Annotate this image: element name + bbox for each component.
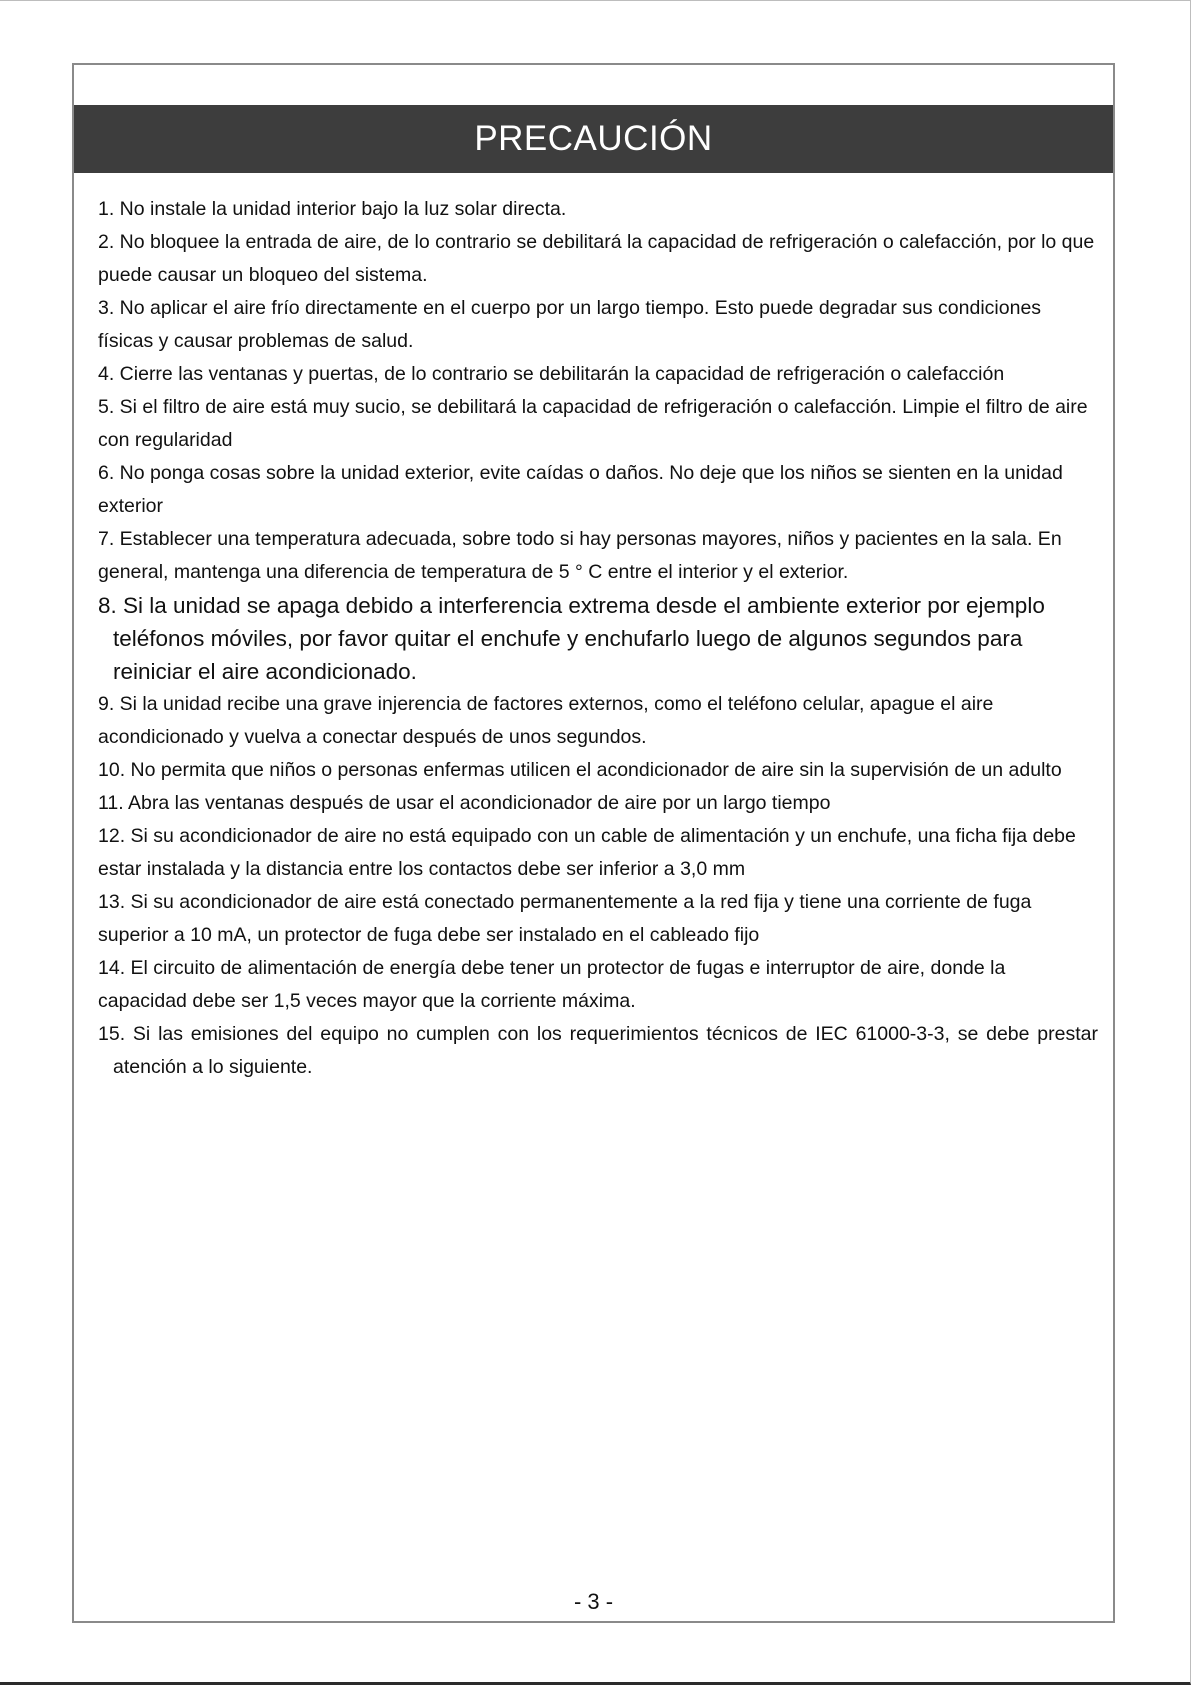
page-number: - 3 - <box>573 1589 614 1614</box>
list-item: 11. Abra las ventanas después de usar el acondicionador de aire por un largo tiempo <box>98 792 831 814</box>
list-item: 4. Cierre las ventanas y puertas, de lo contrario se debilitarán la capacidad de refrigeración o calefacción <box>98 363 1005 385</box>
list-item: 15. Si las emisiones del equipo no cumplen con los requerimientos técnicos de IEC 61000-3-3, se debe prestar atención a lo siguiente. <box>98 1023 1098 1078</box>
list-item: 1. No instale la unidad interior bajo la luz solar directa. <box>98 198 567 220</box>
page-title: PRECAUCIÓN <box>74 105 1113 173</box>
list-item: 14. El circuito de alimentación de energía debe tener un protector de fugas e interruptor de aire, donde la capacidad debe ser 1,5 veces mayor que la corriente máxima. <box>98 957 1006 1012</box>
precaution-list <box>98 193 1098 1084</box>
content-frame <box>72 63 1115 1623</box>
list-item: 9. Si la unidad recibe una grave injerencia de factores externos, como el teléfono celular, apague el aire acondicionado y vuelva a conectar después de unos segundos. <box>98 693 994 748</box>
list-item: 2. No bloquee la entrada de aire, de lo contrario se debilitará la capacidad de refrigeración o calefacción, por lo que puede causar un bloqueo del sistema. <box>98 231 1095 286</box>
list-item: 3. No aplicar el aire frío directamente en el cuerpo por un largo tiempo. Esto puede degradar sus condiciones físicas y causar problemas de salud. <box>98 297 1042 352</box>
list-item: 6. No ponga cosas sobre la unidad exterior, evite caídas o daños. No deje que los niños se sienten en la unidad exterior <box>98 462 1063 517</box>
list-item: 12. Si su acondicionador de aire no está equipado con un cable de alimentación y un enchufe, una ficha fija debe estar instalada y la distancia entre los contactos debe ser inferior a 3,0 mm <box>98 825 1076 880</box>
list-item: 5. Si el filtro de aire está muy sucio, se debilitará la capacidad de refrigeración o calefacción. Limpie el filtro de aire con regularidad <box>98 396 1088 451</box>
list-item: 10. No permita que niños o personas enfermas utilicen el acondicionador de aire sin la supervisión de un adulto <box>98 759 1062 781</box>
list-item: 13. Si su acondicionador de aire está conectado permanentemente a la red fija y tiene una corriente de fuga superior a 10 mA, un protector de fuga debe ser instalado en el cableado fijo <box>98 891 1032 946</box>
list-item: 8. Si la unidad se apaga debido a interferencia extrema desde el ambiente exterior por ejemplo teléfonos móviles, por favor quitar el enchufe y enchufarlo luego de algunos segundos para reiniciar el aire acondicionado. <box>98 593 1045 684</box>
list-item: 7. Establecer una temperatura adecuada, sobre todo si hay personas mayores, niños y pacientes en la sala. En general, mantenga una diferencia de temperatura de 5 ° C entre el interior y el exterior. <box>98 528 1062 583</box>
